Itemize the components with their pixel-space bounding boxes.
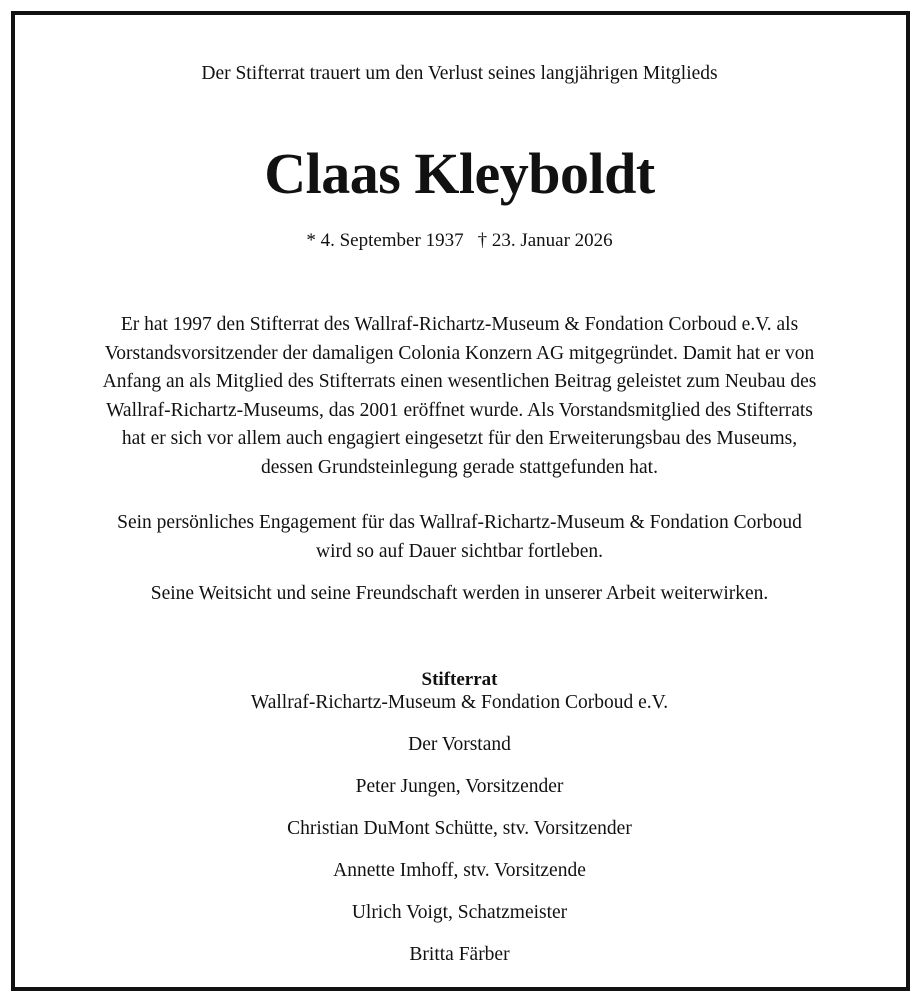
paragraph-line: Seine Weitsicht und seine Freundschaft werden in unserer Arbeit weiterwirken. (150, 583, 769, 604)
paragraph-line: Er hat 1997 den Stifterrat des Wallraf-Richartz-Museum & Fondation Corboud e.V. als (120, 314, 799, 335)
paragraph-line: Sein persönliches Engagement für das Wallraf-Richartz-Museum & Fondation Corboud (117, 512, 802, 533)
paragraph-line: Vorstandsvorsitzender der damaligen Colonia Konzern AG mitgegründet. Damit hat er von (104, 342, 815, 364)
signature-heading: Stifterrat (421, 669, 498, 690)
deceased-name: Claas Kleyboldt (264, 141, 655, 206)
paragraph-line: Anfang an als Mitglied des Stifterrats einen wesentlichen Beitrag geleistet zum Neubau des (102, 371, 817, 392)
board-label: Der Vorstand (408, 734, 511, 755)
intro-text: Der Stifterrat trauert um den Verlust seines langjährigen Mitglieds (201, 63, 718, 84)
board-member: Annette Imhoff, stv. Vorsitzende (333, 860, 586, 881)
tribute-paragraph-2 (0, 509, 919, 566)
board-member: Christian DuMont Schütte, stv. Vorsitzender (287, 818, 632, 839)
paragraph-line: hat er sich vor allem auch engagiert eingesetzt für den Erweiterungsbau des Museums, (121, 428, 798, 449)
signature-organization: Wallraf-Richartz-Museum & Fondation Corboud e.V. (250, 692, 669, 713)
board-member: Britta Färber (409, 944, 510, 965)
tribute-paragraph-1 (0, 311, 919, 482)
paragraph-line: Wallraf-Richartz-Museums, das 2001 eröffnet wurde. Als Vorstandsmitglied des Stifterrats (106, 399, 813, 421)
paragraph-line: dessen Grundsteinlegung gerade stattgefunden hat. (261, 456, 658, 478)
tribute-paragraph-3 (0, 580, 919, 609)
death-date: † 23. Januar 2026 (477, 230, 613, 251)
paragraph-line: wird so auf Dauer sichtbar fortleben. (316, 540, 603, 562)
birth-date: * 4. September 1937 (306, 230, 464, 251)
board-member: Peter Jungen, Vorsitzender (355, 776, 564, 797)
life-dates (0, 228, 919, 254)
board-member: Ulrich Voigt, Schatzmeister (351, 902, 568, 923)
